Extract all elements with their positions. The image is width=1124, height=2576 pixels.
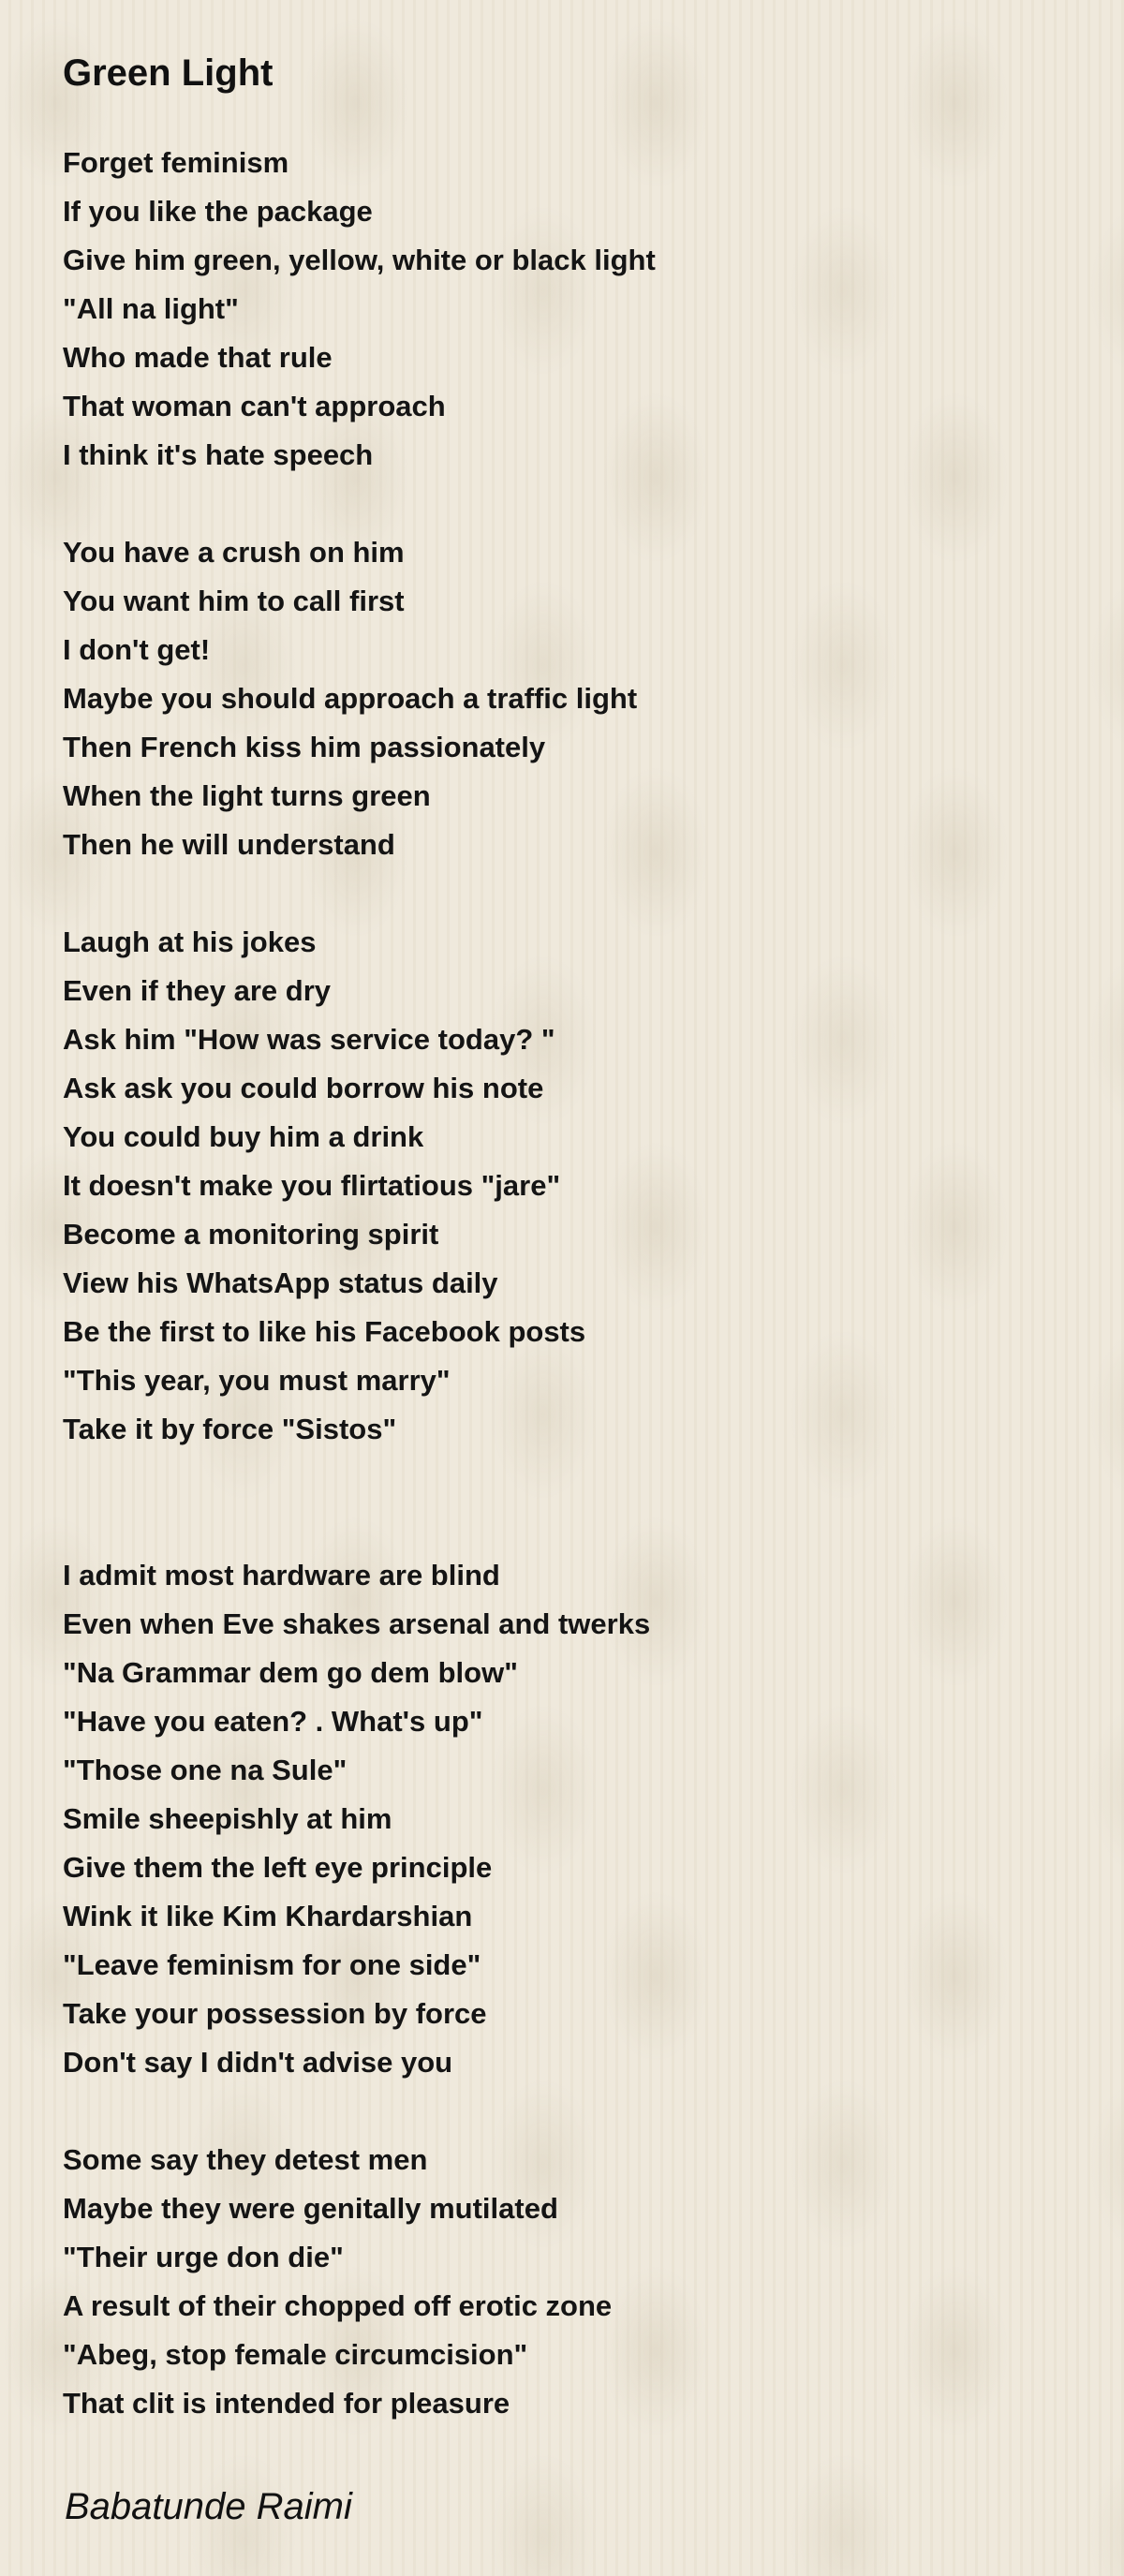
poem-line: Laugh at his jokes (63, 925, 317, 958)
poem-line: "Their urge don die" (63, 2241, 344, 2273)
poem-line: Maybe they were genitally mutilated (63, 2192, 558, 2225)
poem-line: Take it by force "Sistos" (63, 1413, 397, 1445)
poem-line: Even when Eve shakes arsenal and twerks (63, 1607, 651, 1640)
stanza-5 (63, 2136, 612, 2428)
poem-line: You could buy him a drink (63, 1120, 424, 1153)
poem-line: Take your possession by force (63, 1997, 487, 2030)
poem-line: Even if they are dry (63, 974, 332, 1007)
poem-line: Ask him "How was service today? " (63, 1023, 555, 1056)
stanza-1 (63, 139, 656, 480)
poem-line: "This year, you must marry" (63, 1364, 451, 1397)
poem-line: You have a crush on him (63, 536, 405, 569)
poem-line: That woman can't approach (63, 390, 446, 422)
poem-line: When the light turns green (63, 779, 431, 812)
poem-line: That clit is intended for pleasure (63, 2387, 510, 2420)
poem-line: I think it's hate speech (63, 438, 374, 471)
stanza-3 (63, 918, 585, 1454)
poem-title: Green Light (63, 52, 274, 94)
poem-author: Babatunde Raimi (65, 2486, 352, 2527)
poem-line: Don't say I didn't advise you (63, 2046, 453, 2079)
poem-line: Become a monitoring spirit (63, 1218, 439, 1251)
poem-line: Then he will understand (63, 828, 395, 861)
poem-line: "Those one na Sule" (63, 1754, 348, 1786)
poem-line: Give him green, yellow, white or black light (63, 244, 656, 276)
stanza-4 (63, 1551, 650, 2087)
poem-line: Forget feminism (63, 146, 289, 179)
poem-line: If you like the package (63, 195, 373, 228)
stanza-2 (63, 528, 637, 869)
poem-line: Smile sheepishly at him (63, 1802, 392, 1835)
poem-line: Who made that rule (63, 341, 333, 374)
poem-line: I admit most hardware are blind (63, 1559, 500, 1591)
poem-line: Maybe you should approach a traffic light (63, 682, 638, 715)
poem-line: Be the first to like his Facebook posts (63, 1315, 586, 1348)
poem-line: "Abeg, stop female circumcision" (63, 2338, 528, 2371)
poem-line: View his WhatsApp status daily (63, 1266, 498, 1299)
poem-line: Ask ask you could borrow his note (63, 1072, 544, 1104)
poem-line: "All na light" (63, 292, 239, 325)
poem-line: I don't get! (63, 633, 211, 666)
poem-line: "Na Grammar dem go dem blow" (63, 1656, 518, 1689)
poem-line: Then French kiss him passionately (63, 731, 546, 763)
poem-line: "Leave feminism for one side" (63, 1948, 481, 1981)
poem-line: Wink it like Kim Khardarshian (63, 1900, 473, 1932)
poem-line: You want him to call first (63, 585, 405, 617)
poem-line: "Have you eaten? . What's up" (63, 1705, 483, 1738)
poem-line: Some say they detest men (63, 2143, 428, 2176)
poem-line: It doesn't make you flirtatious "jare" (63, 1169, 561, 1202)
poem-line: A result of their chopped off erotic zone (63, 2289, 613, 2322)
poem-line: Give them the left eye principle (63, 1851, 493, 1884)
